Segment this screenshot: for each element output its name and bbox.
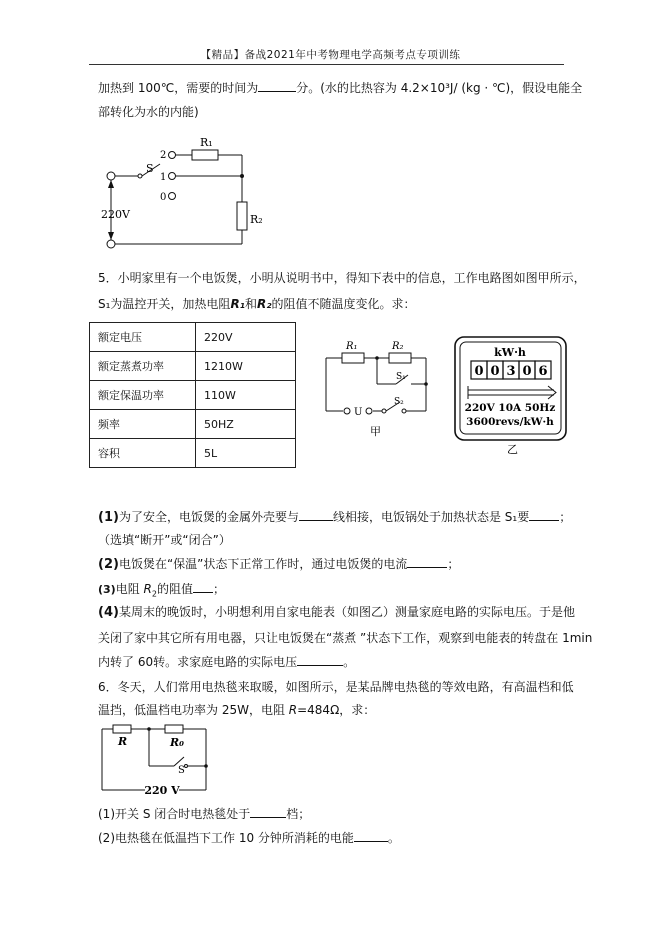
q5-sub3-text-b: 的阻值 xyxy=(156,582,193,596)
q4-pos0-label: 0 xyxy=(160,192,167,203)
q6-sub2-blank[interactable] xyxy=(354,830,388,842)
jia-u-label: U xyxy=(354,407,363,418)
q5-sub4-line3 xyxy=(98,654,355,670)
q6-line2 xyxy=(98,702,375,718)
meter-arrow-icon xyxy=(468,386,556,399)
q5-sub1-number: (1) xyxy=(98,510,119,525)
q5-sub2-end: ； xyxy=(447,557,460,571)
jia-caption: 甲 xyxy=(370,425,381,438)
table-cell: 220V xyxy=(196,323,296,352)
q6-voltage-label: 220 V xyxy=(144,784,180,797)
q5-sub1-blank-1[interactable] xyxy=(299,509,333,521)
q5-sub1 xyxy=(98,509,571,526)
table-row xyxy=(90,381,296,410)
q5-sub2 xyxy=(98,556,459,573)
q4-r1-label: R₁ xyxy=(200,136,213,149)
q4-voltage-label: 220V xyxy=(101,208,130,221)
q6-sub2-text-b: 。 xyxy=(387,831,400,845)
q5-sub4-line2: 关闭了家中其它所有用电器，只让电饭煲在“蒸煮 ”状态下工作，观察到电能表的转盘在 1min xyxy=(98,631,593,645)
q6-text-b: =484Ω，求： xyxy=(297,703,376,717)
q6-circuit-diagram xyxy=(96,722,214,798)
q4-switch-label: S xyxy=(146,162,154,175)
q5-sub1-text-c: ； xyxy=(559,510,572,524)
q5-text-c: 的阻值不随温度变化。求： xyxy=(271,297,416,311)
q6-sub1-text-b: 档； xyxy=(286,807,311,821)
meter-unit: kW·h xyxy=(494,346,526,359)
q5-text-b: 和 xyxy=(244,297,257,311)
q4-pos2-label: 2 xyxy=(160,150,167,161)
meter-constant: 3600revs/kW·h xyxy=(466,416,554,428)
q5-sub2-number: (2) xyxy=(98,557,119,572)
document-header: 【精品】备战2021年中考物理电学高频考点专项训练 xyxy=(200,49,461,61)
q6-line1: 6．冬天，人们常用电热毯来取暖，如图所示，是某品牌电热毯的等效电路，有高温档和低 xyxy=(98,680,574,694)
q6-r-label: R xyxy=(118,735,128,748)
q5-sub3-text-a: 电阻 xyxy=(115,582,144,596)
q5-sub3-end: ； xyxy=(213,582,226,596)
q6-var-r: R xyxy=(288,703,298,717)
q5-sub1-text-a: 为了安全，电饭煲的金属外壳要与 xyxy=(118,510,299,524)
q5-sub3-number: (3) xyxy=(98,583,116,596)
table-cell: 额定蒸煮功率 xyxy=(90,352,196,381)
q5-circuit-jia xyxy=(318,335,433,445)
jia-s1-label: S₁ xyxy=(396,372,406,382)
table-row xyxy=(90,352,296,381)
q5-text-a: S₁为温控开关，加热电阻 xyxy=(98,297,231,311)
q5-sub3-var: R xyxy=(143,582,152,596)
q5-sub3 xyxy=(98,581,225,602)
q5-line2 xyxy=(98,296,415,312)
table-row xyxy=(90,323,296,352)
q6-sub1-blank[interactable] xyxy=(250,806,286,818)
table-cell: 额定保温功率 xyxy=(90,381,196,410)
meter-caption: 乙 xyxy=(507,443,518,456)
q4-pos1-label: 1 xyxy=(160,172,167,183)
q6-text-a: 温挡，低温档电功率为 25W，电阻 xyxy=(98,703,289,717)
table-cell: 110W xyxy=(196,381,296,410)
jia-r1-label: R₁ xyxy=(346,341,358,352)
q6-sub1 xyxy=(98,806,310,822)
q6-s-label: S xyxy=(178,765,185,776)
jia-r2-label: R₂ xyxy=(392,341,404,352)
q6-sub1-text-a: (1)开关 S 闭合时电热毯处于 xyxy=(98,807,251,821)
jia-s2-label: S₂ xyxy=(394,397,404,407)
table-cell: 50HZ xyxy=(196,410,296,439)
q5-r2-symbol: R₂ xyxy=(256,297,272,311)
q5-sub1-text-b: 线相接，电饭锅处于加热状态是 S₁要 xyxy=(332,510,530,524)
q4-line1 xyxy=(98,80,582,96)
q6-sub2 xyxy=(98,830,400,846)
q5-line1: 5．小明家里有一个电饭煲，小明从说明书中，得知下表中的信息，工作电路图如图甲所示， xyxy=(98,271,586,285)
meter-rating: 220V 10A 50Hz xyxy=(464,402,556,414)
header-rule xyxy=(89,64,564,65)
table-row xyxy=(90,410,296,439)
q4-r2-label: R₂ xyxy=(250,213,263,226)
q4-answer-blank[interactable] xyxy=(258,80,296,92)
table-cell: 1210W xyxy=(196,352,296,381)
meter-digit: 0 xyxy=(474,364,484,379)
q5-sub1-blank-2[interactable] xyxy=(529,509,559,521)
q5-sub4-line1 xyxy=(98,604,575,621)
q5-sub4-number: (4) xyxy=(98,605,119,620)
q4-line2: 部转化为水的内能) xyxy=(98,105,199,119)
q5-sub4-text-3: 内转了 60转。求家庭电路的实际电压 xyxy=(98,655,298,669)
q4-text-b: 分。(水的比热容为 4.2×10³J/ (kg · ℃)，假设电能全 xyxy=(296,81,583,95)
q6-r0-label: R₀ xyxy=(170,736,184,749)
q4-text-a: 加热到 100℃，需要的时间为 xyxy=(98,81,259,95)
q4-circuit-diagram xyxy=(96,130,266,255)
q5-energy-meter xyxy=(452,334,572,456)
meter-digit: 0 xyxy=(522,364,532,379)
meter-digit: 6 xyxy=(538,364,548,379)
spec-table xyxy=(89,322,296,468)
q5-sub4-end: 。 xyxy=(343,655,356,669)
table-cell: 容积 xyxy=(90,439,196,468)
q6-sub2-text-a: (2)电热毯在低温挡下工作 10 分钟所消耗的电能 xyxy=(98,831,354,845)
q5-sub3-subscript: 2 xyxy=(151,589,157,599)
q5-sub2-text: 电饭煲在“保温”状态下正常工作时，通过电饭煲的电流 xyxy=(118,557,408,571)
table-row xyxy=(90,439,296,468)
q5-sub3-blank[interactable] xyxy=(193,581,213,593)
q5-sub4-text-1: 某周末的晚饭时，小明想利用自家电能表（如图乙）测量家庭电路的实际电压。于是他 xyxy=(118,605,575,619)
table-cell: 频率 xyxy=(90,410,196,439)
q5-sub2-blank[interactable] xyxy=(407,556,447,568)
table-cell: 5L xyxy=(196,439,296,468)
q5-sub4-blank[interactable] xyxy=(297,654,343,666)
q5-sub1-line2: （选填“断开”或“闭合”） xyxy=(98,533,231,547)
meter-digit: 0 xyxy=(490,364,500,379)
table-cell: 额定电压 xyxy=(90,323,196,352)
q5-r1-symbol: R₁ xyxy=(230,297,245,311)
meter-digit: 3 xyxy=(506,364,516,379)
